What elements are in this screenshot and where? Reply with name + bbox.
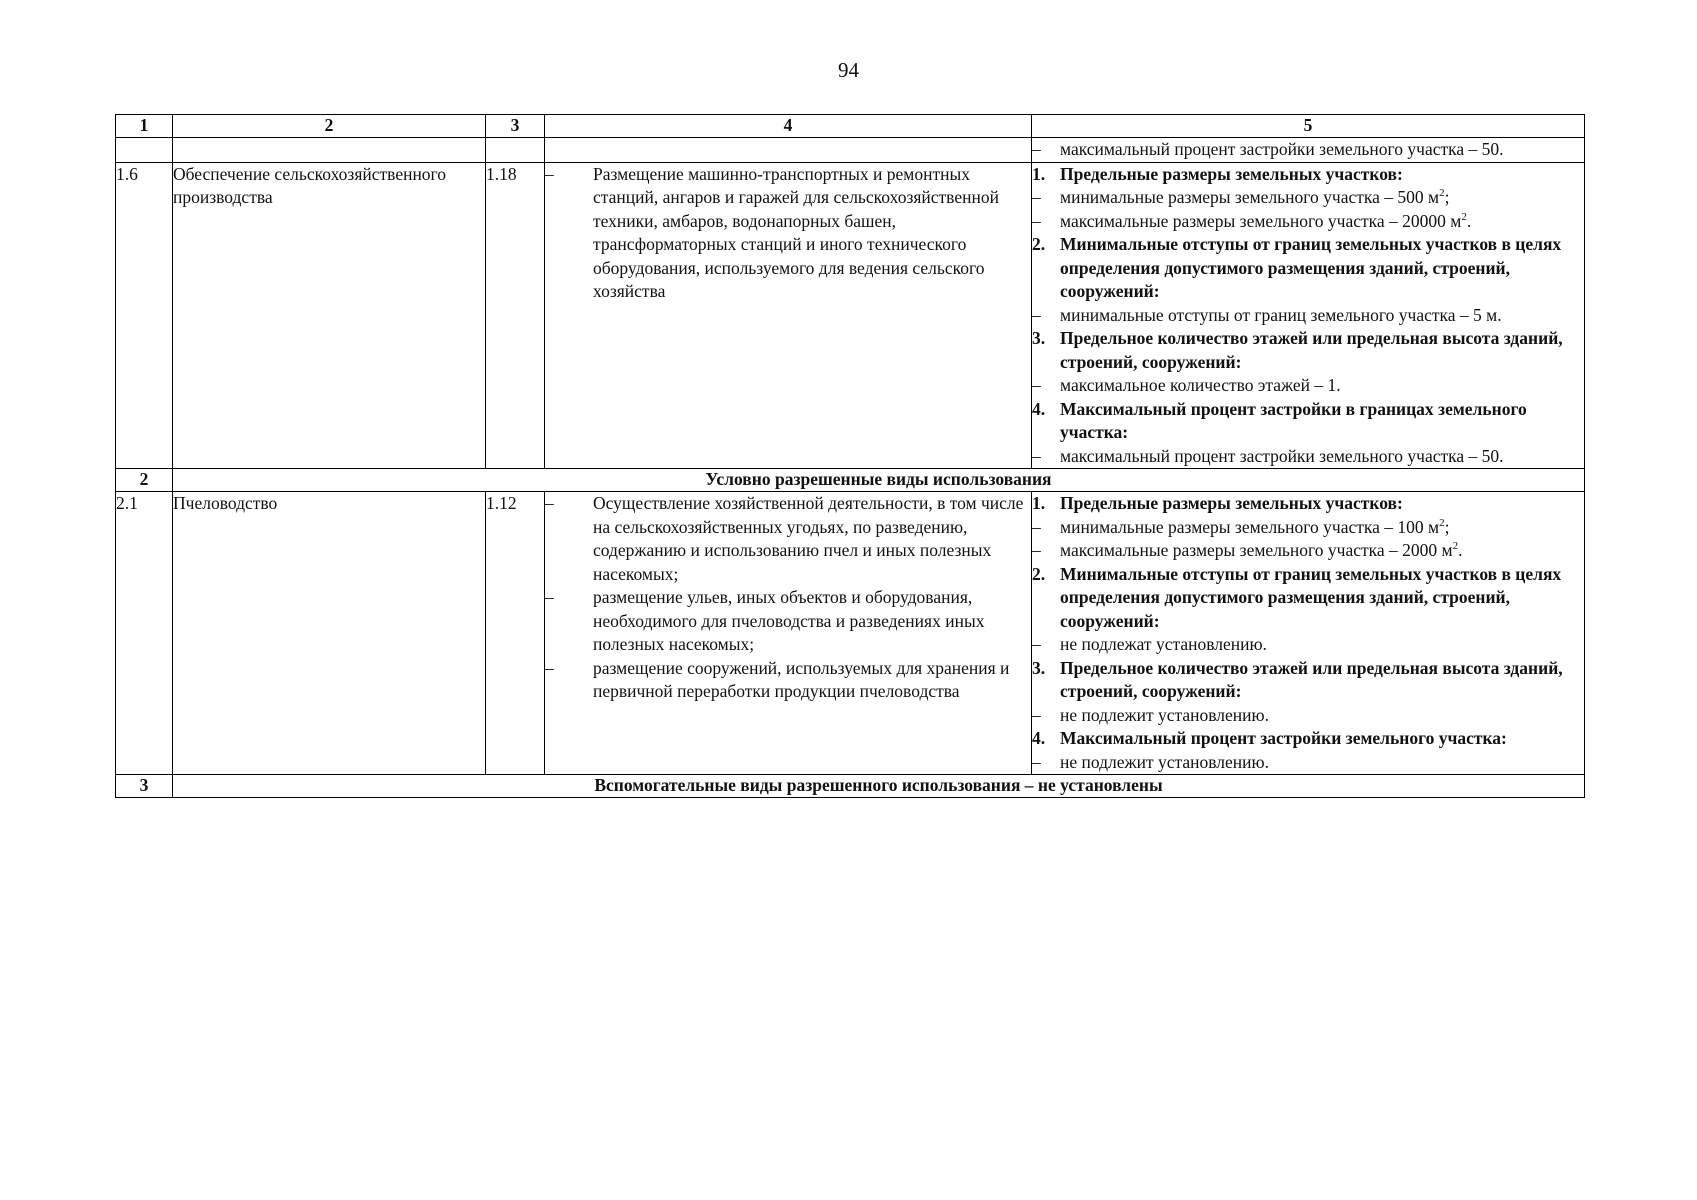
list-item-text xyxy=(593,586,1031,657)
list-item-text xyxy=(1060,327,1584,374)
superscript: 2 xyxy=(1461,210,1467,223)
text-fragment: минимальные отступы от границ земельного участка – 5 м. xyxy=(1060,304,1502,325)
text-fragment: Предельные размеры земельных участков: xyxy=(1060,163,1403,184)
classifier-code: 1.18 xyxy=(486,162,545,469)
text-fragment: Осуществление хозяйственной деятельности, в том числе на сельскохозяйственных угодьях, по разведению, содержанию и использованию пчел и иных полезных насекомых; xyxy=(593,493,1024,584)
section-number: 2 xyxy=(116,469,173,492)
list-item-text xyxy=(1060,516,1449,540)
param-item xyxy=(1032,374,1584,398)
list-item-text xyxy=(1060,563,1584,634)
param-item xyxy=(1032,304,1584,328)
param-item xyxy=(1032,138,1584,162)
list-marker: – xyxy=(545,493,554,513)
list-marker: – xyxy=(1032,516,1041,537)
list-marker: 2. xyxy=(1032,234,1046,254)
list-item-text xyxy=(1060,445,1504,469)
text-fragment: Минимальные отступы от границ земельных участков в целях определения допустимого размещения зданий, строений, сооружений: xyxy=(1060,234,1562,301)
text-fragment: минимальные размеры земельного участка – 500 м xyxy=(1060,187,1440,207)
text-fragment: размещение сооружений, используемых для хранения и первичной переработки продукции пчеловодства xyxy=(593,657,1010,701)
description-cell xyxy=(545,162,1032,469)
list-item-text xyxy=(1060,492,1403,516)
text-fragment: . xyxy=(1466,210,1472,231)
text-fragment: максимальный процент застройки земельного участка – 50. xyxy=(1060,445,1504,466)
list-marker: – xyxy=(1032,139,1041,159)
list-marker: 3. xyxy=(1032,657,1046,678)
header-cell-5: 5 xyxy=(1032,115,1585,138)
use-type-name: Обеспечение сельскохозяйственного производства xyxy=(173,162,486,469)
list-item-text xyxy=(1060,233,1584,304)
section-title: Вспомогательные виды разрешенного использования – не установлены xyxy=(173,775,1585,798)
cell-empty xyxy=(173,138,486,163)
list-item-text xyxy=(1060,704,1269,728)
list-marker: – xyxy=(545,587,554,607)
list-item-text xyxy=(593,657,1031,704)
description-item xyxy=(545,586,1031,657)
param-item xyxy=(1032,445,1584,469)
header-cell-1: 1 xyxy=(116,115,173,138)
param-item xyxy=(1032,210,1584,234)
row-number: 1.6 xyxy=(116,162,173,469)
params-cell xyxy=(1032,162,1585,469)
cell-empty xyxy=(486,138,545,163)
list-marker: – xyxy=(1032,187,1041,207)
list-item-text xyxy=(593,163,1031,304)
list-marker: – xyxy=(1032,704,1041,725)
section-number: 3 xyxy=(116,775,173,798)
text-fragment: минимальные размеры земельного участка – 100 м xyxy=(1060,516,1440,537)
text-fragment: Минимальные отступы от границ земельных участков в целях определения допустимого размещения зданий, строений, сооружений: xyxy=(1060,563,1562,631)
section-row-3 xyxy=(116,775,1585,798)
param-heading xyxy=(1032,563,1584,634)
list-item-text xyxy=(1060,186,1449,210)
param-item xyxy=(1032,516,1584,540)
param-heading xyxy=(1032,492,1584,516)
param-heading xyxy=(1032,163,1584,187)
table-row-1-6 xyxy=(116,162,1585,469)
use-type-name: Пчеловодство xyxy=(173,492,486,775)
list-marker: – xyxy=(545,163,554,184)
list-item-text xyxy=(1060,539,1462,563)
superscript: 2 xyxy=(1439,516,1445,529)
text-fragment: Предельное количество этажей или предельная высота зданий, строений, сооружений: xyxy=(1060,328,1563,372)
classifier-code: 1.12 xyxy=(486,492,545,775)
table-row-2-1 xyxy=(116,492,1585,775)
section-row-2 xyxy=(116,469,1585,492)
list-item-text xyxy=(1060,304,1502,328)
list-item-text xyxy=(1060,727,1507,751)
text-fragment: . xyxy=(1458,540,1463,560)
text-fragment: ; xyxy=(1444,187,1450,207)
table-row-continuation xyxy=(116,138,1585,163)
text-fragment: Максимальный процент застройки земельного участка: xyxy=(1060,728,1507,748)
list-marker: – xyxy=(1032,445,1041,466)
list-marker: – xyxy=(545,657,554,678)
list-marker: – xyxy=(1032,304,1041,325)
list-item-text xyxy=(1060,210,1471,234)
text-fragment: Предельные размеры земельных участков: xyxy=(1060,493,1403,513)
description-cell xyxy=(545,492,1032,775)
row-number: 2.1 xyxy=(116,492,173,775)
description-item xyxy=(545,163,1031,304)
description-item xyxy=(545,492,1031,586)
list-marker: 1. xyxy=(1032,163,1046,184)
description-item xyxy=(545,657,1031,704)
text-fragment: не подлежат установлению. xyxy=(1060,634,1267,654)
text-fragment: не подлежит установлению. xyxy=(1060,751,1269,772)
list-item-text xyxy=(1060,657,1584,704)
regulations-table xyxy=(115,114,1585,798)
list-item-text xyxy=(1060,751,1269,775)
param-item xyxy=(1032,633,1584,657)
param-item xyxy=(1032,539,1584,563)
header-cell-4: 4 xyxy=(545,115,1032,138)
header-cell-2: 2 xyxy=(173,115,486,138)
text-fragment: ; xyxy=(1444,516,1450,537)
list-marker: 1. xyxy=(1032,493,1046,513)
section-title: Условно разрешенные виды использования xyxy=(173,469,1585,492)
superscript: 2 xyxy=(1452,540,1459,553)
header-cell-3: 3 xyxy=(486,115,545,138)
list-item-text xyxy=(1060,163,1403,187)
list-marker: 4. xyxy=(1032,728,1046,748)
list-item-text xyxy=(1060,374,1341,398)
param-heading xyxy=(1032,727,1584,751)
list-marker: 2. xyxy=(1032,563,1046,584)
page-number: 94 xyxy=(838,58,859,82)
param-heading xyxy=(1032,657,1584,704)
text-fragment: Размещение машинно-транспортных и ремонтных станций, ангаров и гаражей для сельскохозяйственной техники, амбаров, водонапорных башен, трансформаторных станций и иного технического оборудования, используемого для ведения сельского хозяйства xyxy=(593,163,999,301)
text-fragment: размещение ульев, иных объектов и оборудования, необходимого для пчеловодства и разведениях иных полезных насекомых; xyxy=(593,587,985,654)
list-item-text xyxy=(1060,138,1504,162)
text-fragment: не подлежит установлению. xyxy=(1060,704,1269,725)
list-marker: – xyxy=(1032,210,1041,231)
superscript: 2 xyxy=(1439,187,1445,200)
list-marker: – xyxy=(1032,634,1041,654)
params-cell xyxy=(1032,492,1585,775)
list-item-text xyxy=(1060,633,1267,657)
param-item xyxy=(1032,704,1584,728)
list-item-text xyxy=(1060,398,1584,445)
text-fragment: максимальные размеры земельного участка – 2000 м xyxy=(1060,540,1453,560)
cell-empty xyxy=(116,138,173,163)
param-item xyxy=(1032,751,1584,775)
text-fragment: максимальный процент застройки земельного участка – 50. xyxy=(1060,139,1504,159)
list-item-text xyxy=(593,492,1031,586)
param-heading xyxy=(1032,398,1584,445)
param-heading xyxy=(1032,327,1584,374)
text-fragment: максимальные размеры земельного участка – 20000 м xyxy=(1060,210,1462,231)
list-marker: – xyxy=(1032,751,1041,772)
params-cell xyxy=(1032,138,1585,163)
list-marker: – xyxy=(1032,540,1041,560)
list-marker: 3. xyxy=(1032,328,1046,348)
cell-empty xyxy=(545,138,1032,163)
text-fragment: Максимальный процент застройки в границах земельного участка: xyxy=(1060,398,1527,442)
table-header-row xyxy=(116,115,1585,138)
text-fragment: Предельное количество этажей или предельная высота зданий, строений, сооружений: xyxy=(1060,657,1563,701)
param-heading xyxy=(1032,233,1584,304)
text-fragment: максимальное количество этажей – 1. xyxy=(1060,375,1341,395)
list-marker: 4. xyxy=(1032,398,1046,419)
list-marker: – xyxy=(1032,375,1041,395)
param-item xyxy=(1032,186,1584,210)
